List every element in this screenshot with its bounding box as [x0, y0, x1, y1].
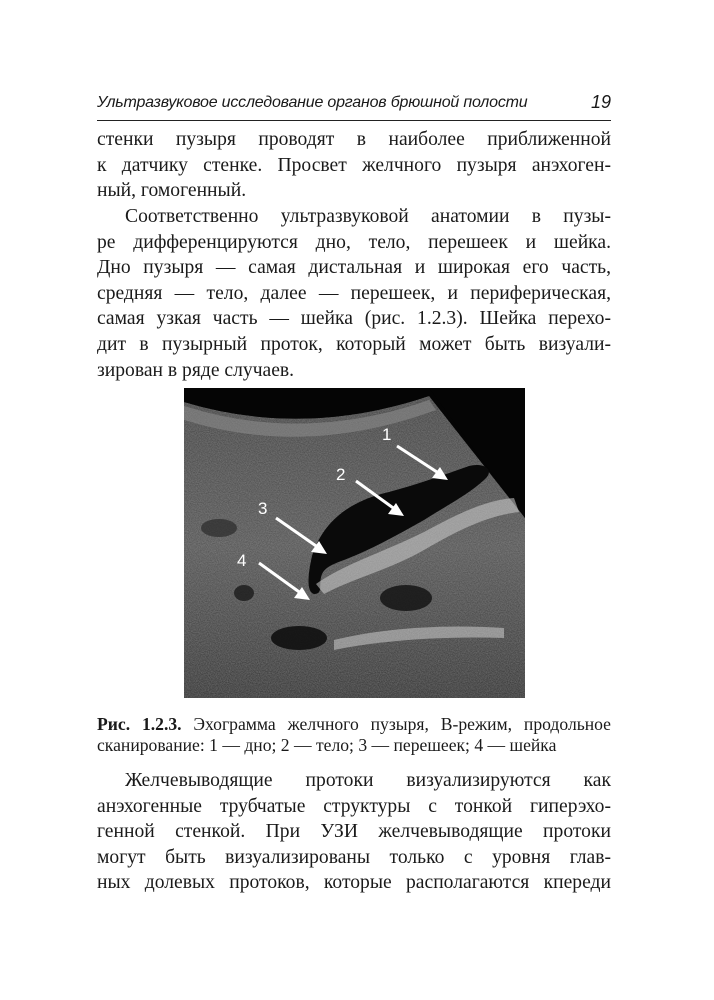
- dark-structure-4: [201, 519, 237, 537]
- figure-label-1: 1: [382, 425, 392, 444]
- ultrasound-image: [184, 388, 525, 698]
- text-line: могут быть визуализированы только с уровня глав-: [97, 846, 611, 868]
- figure-caption: [97, 714, 611, 756]
- text-line: ный, гомогенный.: [97, 180, 247, 202]
- caption-number: Рис. 1.2.3.: [97, 714, 182, 734]
- dark-structure-3: [234, 585, 254, 601]
- text-line: ных долевых протоков, которые располагаются кпереди: [97, 872, 611, 894]
- text-line: средняя — тело, далее — перешеек, и периферическая,: [97, 282, 611, 304]
- text-line: самая узкая часть — шейка (рис. 1.2.3). Шейка перехо-: [97, 308, 611, 330]
- paragraph-2: [97, 204, 611, 383]
- paragraph-3: [97, 768, 611, 896]
- running-head: [97, 92, 611, 121]
- paragraph-1: [97, 127, 611, 204]
- text-line: стенки пузыря проводят в наиболее приближенной: [97, 129, 611, 150]
- caption-text-1: Эхограмма желчного пузыря, В-режим, продольное: [193, 714, 611, 734]
- dark-structure-2: [380, 585, 432, 611]
- text-line: генной стенкой. При УЗИ желчевыводящие протоки: [97, 821, 611, 843]
- ultrasound-figure: [184, 388, 525, 698]
- figure-label-4: 4: [237, 551, 247, 570]
- text-line: Соответственно ультразвуковой анатомии в пузы-: [125, 206, 611, 227]
- dark-structure-1: [271, 626, 327, 650]
- page-number: 19: [590, 92, 611, 112]
- text-line: Желчевыводящие протоки визуализируются как: [125, 770, 611, 791]
- figure-label-2: 2: [336, 465, 346, 484]
- text-line: зирован в ряде случаев.: [97, 359, 295, 381]
- text-line: ре дифференцируются дно, тело, перешеек и шейка.: [97, 231, 611, 253]
- running-head-title: Ультразвуковое исследование органов брюшной полости: [97, 94, 528, 111]
- figure-label-3: 3: [258, 499, 268, 518]
- caption-line-2: сканирование: 1 — дно; 2 — тело; 3 — перешеек; 4 — шейка: [97, 735, 557, 755]
- text-line: анэхогенные трубчатые структуры с тонкой гиперэхо-: [97, 795, 611, 817]
- caption-line-1: [97, 714, 611, 735]
- text-line: к датчику стенке. Просвет желчного пузыря анэхоген-: [97, 154, 611, 176]
- text-line: Дно пузыря — самая дистальная и широкая его часть,: [97, 257, 611, 279]
- text-line: дит в пузырный проток, который может быть визуали-: [97, 333, 611, 355]
